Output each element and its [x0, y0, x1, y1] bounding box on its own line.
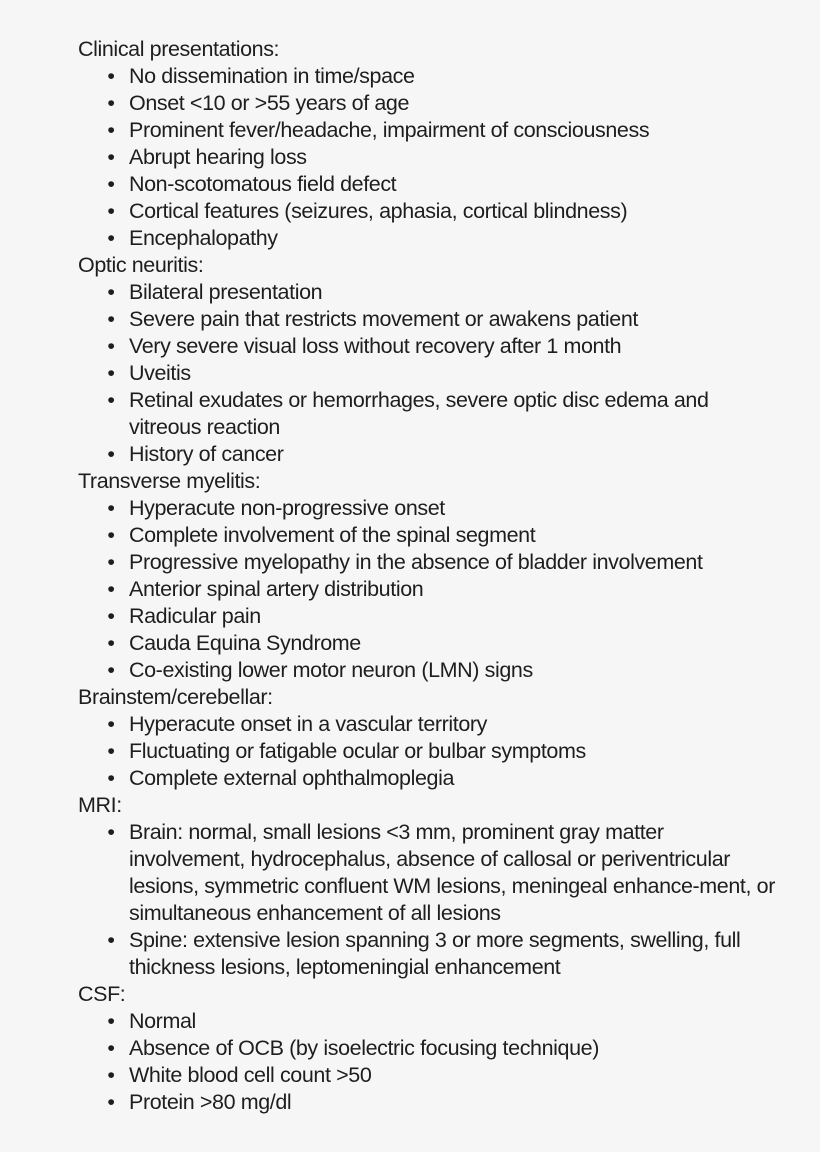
- section-heading: Optic neuritis:: [78, 253, 204, 277]
- list-item: [78, 522, 778, 549]
- bullet-icon: •: [107, 523, 115, 547]
- bullet-icon: •: [107, 226, 115, 250]
- list-item-text: Normal: [129, 1009, 196, 1033]
- list-item-text: Very severe visual loss without recovery after 1 month: [129, 334, 622, 358]
- list-item: [78, 657, 778, 684]
- list-item-text: Progressive myelopathy in the absence of bladder involvement: [129, 550, 703, 574]
- list-item: [78, 765, 778, 792]
- section-heading: CSF:: [78, 982, 126, 1006]
- list-item: [78, 144, 778, 171]
- list-item: [78, 603, 778, 630]
- bullet-icon: •: [107, 145, 115, 169]
- bullet-icon: •: [107, 577, 115, 601]
- list-item-text: Radicular pain: [129, 604, 261, 628]
- bullet-icon: •: [107, 712, 115, 736]
- list-item: [78, 495, 778, 522]
- list-item: [78, 441, 778, 468]
- list-item: [78, 738, 778, 765]
- bullet-icon: •: [107, 1036, 115, 1060]
- list-item-text: Spine: extensive lesion spanning 3 or more segments, swelling, full thickness lesions, leptomeningial enhancement: [129, 928, 741, 979]
- list-item: [78, 117, 778, 144]
- section-brainstem-cerebellar: [78, 684, 778, 792]
- list-item-text: Protein >80 mg/dl: [129, 1090, 292, 1114]
- bullet-icon: •: [107, 604, 115, 628]
- bullet-list: [78, 63, 778, 252]
- list-item: [78, 279, 778, 306]
- bullet-icon: •: [107, 280, 115, 304]
- list-item-text: Hyperacute onset in a vascular territory: [129, 712, 488, 736]
- list-item-text: Prominent fever/headache, impairment of consciousness: [129, 118, 650, 142]
- list-item-text: Absence of OCB (by isoelectric focusing technique): [129, 1036, 599, 1060]
- bullet-icon: •: [107, 307, 115, 331]
- bullet-list: [78, 711, 778, 792]
- bullet-icon: •: [107, 631, 115, 655]
- list-item-text: Brain: normal, small lesions <3 mm, prominent gray matter involvement, hydrocephalus, absence of callosal or periventricular lesions, symmetric confluent WM lesions, meningeal enhance-ment, or simultaneous enhancement of all lesions: [129, 820, 775, 925]
- section-optic-neuritis: [78, 252, 778, 468]
- list-item: [78, 576, 778, 603]
- bullet-icon: •: [107, 820, 115, 844]
- list-item-text: Non-scotomatous field defect: [129, 172, 397, 196]
- list-item: [78, 387, 778, 441]
- list-item-text: Fluctuating or fatigable ocular or bulbar symptoms: [129, 739, 586, 763]
- bullet-list: [78, 1008, 778, 1116]
- list-item: [78, 360, 778, 387]
- list-item-text: Complete involvement of the spinal segment: [129, 523, 536, 547]
- list-item-text: Cauda Equina Syndrome: [129, 631, 361, 655]
- bullet-icon: •: [107, 172, 115, 196]
- bullet-list: [78, 819, 778, 981]
- bullet-icon: •: [107, 1063, 115, 1087]
- bullet-icon: •: [107, 928, 115, 952]
- bullet-list: [78, 279, 778, 468]
- section-heading: Brainstem/cerebellar:: [78, 685, 273, 709]
- bullet-icon: •: [107, 442, 115, 466]
- section-transverse-myelitis: [78, 468, 778, 684]
- list-item: [78, 711, 778, 738]
- bullet-list: [78, 495, 778, 684]
- list-item: [78, 819, 778, 927]
- section-heading: MRI:: [78, 793, 122, 817]
- section-csf: [78, 981, 778, 1116]
- list-item-text: Bilateral presentation: [129, 280, 323, 304]
- bullet-icon: •: [107, 1090, 115, 1114]
- list-item-text: Abrupt hearing loss: [129, 145, 307, 169]
- bullet-icon: •: [107, 334, 115, 358]
- list-item: [78, 1062, 778, 1089]
- list-item: [78, 333, 778, 360]
- list-item: [78, 198, 778, 225]
- bullet-icon: •: [107, 361, 115, 385]
- bullet-icon: •: [107, 1009, 115, 1033]
- list-item-text: Hyperacute non-progressive onset: [129, 496, 445, 520]
- list-item-text: Encephalopathy: [129, 226, 278, 250]
- bullet-icon: •: [107, 118, 115, 142]
- bullet-icon: •: [107, 658, 115, 682]
- list-item: [78, 90, 778, 117]
- list-item: [78, 63, 778, 90]
- list-item-text: Cortical features (seizures, aphasia, cortical blindness): [129, 199, 628, 223]
- section-mri: [78, 792, 778, 981]
- list-item: [78, 549, 778, 576]
- bullet-icon: •: [107, 199, 115, 223]
- section-heading: Transverse myelitis:: [78, 469, 261, 493]
- section-heading: Clinical presentations:: [78, 37, 280, 61]
- list-item-text: Severe pain that restricts movement or awakens patient: [129, 307, 638, 331]
- list-item: [78, 1089, 778, 1116]
- list-item-text: White blood cell count >50: [129, 1063, 372, 1087]
- list-item-text: Complete external ophthalmoplegia: [129, 766, 455, 790]
- list-item: [78, 1008, 778, 1035]
- list-item-text: Uveitis: [129, 361, 191, 385]
- list-item-text: History of cancer: [129, 442, 284, 466]
- bullet-icon: •: [107, 64, 115, 88]
- list-item: [78, 225, 778, 252]
- bullet-icon: •: [107, 739, 115, 763]
- list-item-text: Anterior spinal artery distribution: [129, 577, 424, 601]
- list-item: [78, 1035, 778, 1062]
- list-item: [78, 171, 778, 198]
- bullet-icon: •: [107, 91, 115, 115]
- bullet-icon: •: [107, 550, 115, 574]
- bullet-icon: •: [107, 388, 115, 412]
- list-item: [78, 927, 778, 981]
- list-item-text: Retinal exudates or hemorrhages, severe optic disc edema and vitreous reaction: [129, 388, 709, 439]
- list-item: [78, 630, 778, 657]
- bullet-icon: •: [107, 766, 115, 790]
- bullet-icon: •: [107, 496, 115, 520]
- list-item: [78, 306, 778, 333]
- list-item-text: Co-existing lower motor neuron (LMN) signs: [129, 658, 533, 682]
- list-item-text: No dissemination in time/space: [129, 64, 415, 88]
- list-item-text: Onset <10 or >55 years of age: [129, 91, 410, 115]
- section-clinical-presentations: [78, 36, 778, 252]
- criteria-document: [78, 36, 778, 1116]
